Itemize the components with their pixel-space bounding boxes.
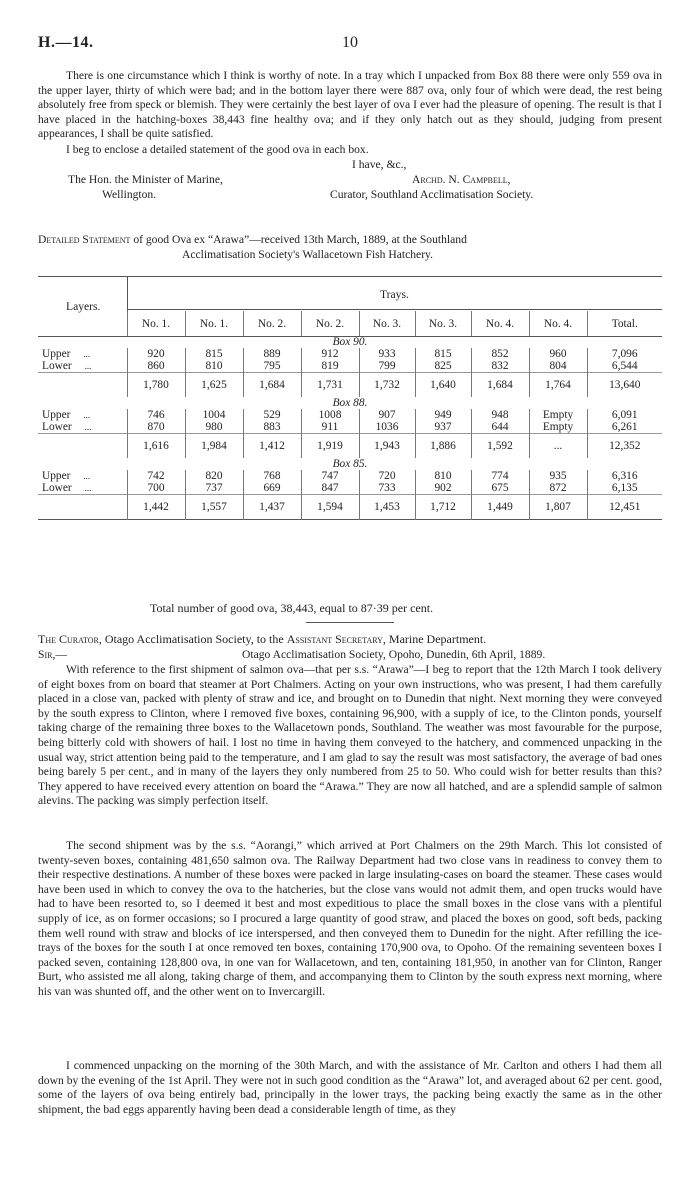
total-cell: 1,886 bbox=[415, 434, 471, 459]
totals-row bbox=[38, 495, 662, 520]
cell: 960 bbox=[529, 348, 587, 360]
letter-place-date: Otago Acclimatisation Society, Opoho, Dunedin, 6th April, 1889. bbox=[242, 648, 546, 661]
cell: Empty bbox=[529, 409, 587, 421]
cell: 920 bbox=[127, 348, 185, 360]
cell: 720 bbox=[359, 470, 415, 482]
total-cell: 1,592 bbox=[471, 434, 529, 459]
cell: 774 bbox=[471, 470, 529, 482]
grand-total-cell: 12,352 bbox=[587, 434, 662, 459]
cell: 883 bbox=[243, 421, 301, 434]
table-top-rule bbox=[38, 276, 662, 277]
col-header: No. 3. bbox=[359, 311, 415, 336]
total-cell: 1,442 bbox=[127, 495, 185, 520]
table-row: Lower ... 700 737 669 847 733 902 675 872 6,135 bbox=[38, 482, 662, 495]
cell: 889 bbox=[243, 348, 301, 360]
total-cell: 1,984 bbox=[185, 434, 243, 459]
grand-total-cell: 13,640 bbox=[587, 373, 662, 398]
totals-row bbox=[38, 373, 662, 398]
table-row: Upper ... 746 1004 529 1008 907 949 948 Empty 6,091 bbox=[38, 409, 662, 421]
cell: 733 bbox=[359, 482, 415, 495]
layers-header: Layers. bbox=[66, 300, 101, 313]
total-cell: 1,731 bbox=[301, 373, 359, 398]
report-reference: H.—14. bbox=[38, 34, 94, 51]
col-header: No. 3. bbox=[415, 311, 471, 336]
cell: 902 bbox=[415, 482, 471, 495]
table-summary: Total number of good ova, 38,443, equal to 87·39 per cent. bbox=[150, 601, 434, 615]
total-cell: 1,625 bbox=[185, 373, 243, 398]
cell-total: 6,135 bbox=[587, 482, 662, 495]
cell: 819 bbox=[301, 360, 359, 373]
cell: 737 bbox=[185, 482, 243, 495]
total-cell: 1,684 bbox=[243, 373, 301, 398]
column-header-row bbox=[38, 311, 662, 336]
page-number: 10 bbox=[342, 34, 358, 51]
addressee-place: Wellington. bbox=[102, 188, 157, 201]
statement-title-rest: of good Ova ex “Arawa”—received 13th March, 1889, at the Southland bbox=[133, 233, 467, 246]
cell: 742 bbox=[127, 470, 185, 482]
cell: 1036 bbox=[359, 421, 415, 434]
total-cell: ... bbox=[529, 434, 587, 459]
cell: Empty bbox=[529, 421, 587, 434]
cell: 825 bbox=[415, 360, 471, 373]
cell: 912 bbox=[301, 348, 359, 360]
total-cell: 1,780 bbox=[127, 373, 185, 398]
total-cell: 1,594 bbox=[301, 495, 359, 520]
box-label: Box 90. bbox=[332, 336, 368, 348]
paragraph-circumstance: There is one circumstance which I think is worthy of note. In a tray which I unpacked from Box 88 there were only 559 ova in the upper layer, thirty of which were bad; and in the bottom layer there were 887 ova, only four of which were dead, the rest being absolutely free from speck or blemish. They were certainly the best layer of ova I ever had the pleasure of opening. The result is that I have placed in the hatching-boxes 38,443 fine healthy ova; and if they only hatch out as they should, judging from present appearances, I shall be quite satisfied. bbox=[38, 69, 662, 141]
page-header bbox=[38, 34, 662, 56]
cell-total: 6,091 bbox=[587, 409, 662, 421]
col-header: No. 2. bbox=[301, 311, 359, 336]
col-header: No. 1. bbox=[127, 311, 185, 336]
table-row: Upper ... 920 815 889 912 933 815 852 960 7,096 bbox=[38, 348, 662, 360]
totals-row bbox=[38, 434, 662, 459]
cell: 911 bbox=[301, 421, 359, 434]
layer-label: Upper bbox=[42, 470, 71, 482]
cell: 529 bbox=[243, 409, 301, 421]
cell: 948 bbox=[471, 409, 529, 421]
cell: 820 bbox=[185, 470, 243, 482]
layer-label: Upper bbox=[42, 409, 71, 421]
cell: 949 bbox=[415, 409, 471, 421]
cell: 700 bbox=[127, 482, 185, 495]
cell: 980 bbox=[185, 421, 243, 434]
total-cell: 1,712 bbox=[415, 495, 471, 520]
total-cell: 1,943 bbox=[359, 434, 415, 459]
cell: 935 bbox=[529, 470, 587, 482]
total-cell: 1,453 bbox=[359, 495, 415, 520]
cell: 810 bbox=[415, 470, 471, 482]
col-header: No. 1. bbox=[185, 311, 243, 336]
cell: 810 bbox=[185, 360, 243, 373]
col-header: No. 2. bbox=[243, 311, 301, 336]
ova-table bbox=[38, 311, 662, 520]
signatory-title: Curator, Southland Acclimatisation Society. bbox=[330, 188, 534, 201]
statement-title-caps: Detailed Statement bbox=[38, 233, 131, 246]
cell: 1004 bbox=[185, 409, 243, 421]
box-label-row bbox=[38, 397, 662, 409]
cell: 804 bbox=[529, 360, 587, 373]
trays-rule bbox=[127, 309, 662, 310]
cell: 815 bbox=[415, 348, 471, 360]
total-cell: 1,412 bbox=[243, 434, 301, 459]
cell: 815 bbox=[185, 348, 243, 360]
cell-total: 7,096 bbox=[587, 348, 662, 360]
cell-total: 6,261 bbox=[587, 421, 662, 434]
letter-paragraph-3: I commenced unpacking on the morning of the 30th March, and with the assistance of Mr. Carlton and others I had them all down by the evening of the 1st April. They were not in such good condition as the “Arawa” lot, and averaged about 62 per cent. good, some of the layers of ova being entirely bad, principally in the lower trays, the packing being exactly the same as in the other shipment, the bad eggs apparently having been dead a considerable length of time, as they bbox=[38, 1059, 662, 1116]
total-cell: 1,640 bbox=[415, 373, 471, 398]
salutation: Sir,— bbox=[38, 648, 67, 661]
total-cell: 1,732 bbox=[359, 373, 415, 398]
box-label: Box 85. bbox=[332, 458, 368, 470]
cell: 768 bbox=[243, 470, 301, 482]
total-cell: 1,807 bbox=[529, 495, 587, 520]
layer-label: Lower bbox=[42, 482, 72, 494]
box-label: Box 88. bbox=[332, 397, 368, 409]
grand-total-cell: 12,451 bbox=[587, 495, 662, 520]
cell: 644 bbox=[471, 421, 529, 434]
cell: 746 bbox=[127, 409, 185, 421]
layer-label: Lower bbox=[42, 421, 72, 433]
cell: 907 bbox=[359, 409, 415, 421]
total-cell: 1,764 bbox=[529, 373, 587, 398]
box-label-row bbox=[38, 458, 662, 470]
table-row: Lower ... 860 810 795 819 799 825 832 804 6,544 bbox=[38, 360, 662, 373]
trays-header: Trays. bbox=[380, 288, 409, 301]
cell: 937 bbox=[415, 421, 471, 434]
total-cell: 1,919 bbox=[301, 434, 359, 459]
table-row: Upper ... 742 820 768 747 720 810 774 935 6,316 bbox=[38, 470, 662, 482]
cell: 870 bbox=[127, 421, 185, 434]
total-cell: 1,616 bbox=[127, 434, 185, 459]
cell: 933 bbox=[359, 348, 415, 360]
col-header: No. 4. bbox=[529, 311, 587, 336]
letter-paragraph-2: The second shipment was by the s.s. “Aorangi,” which arrived at Port Chalmers on the 29th March. This lot consisted of twenty-seven boxes, containing 481,650 salmon ova. The Railway Department had two close vans in readiness to convey them to their respective destinations. A number of these boxes were packed in large insulating-cases on board the steamer. These cases would have been used in which to convey the ova to the hatcheries, but the close vans would not admit them, and open trucks would have had to have been resorted to, so I deemed it best and most expeditious to place the small boxes in the close vans with a plentiful supply of ice, as on former occasions; so I procured a large quantity of good straw, and placed the boxes on good, soft beds, packing them well round with straw and blocks of ice interspersed, and then conveyed them to Dunedin for the night. After refilling the ice-trays of the boxes for the south I at once removed ten boxes, containing 170,900 ova, to Opoho. Of the remaining seventeen boxes I packed seven, containing 128,800 ova, in one van for Wallacetown, and ten, containing 181,950, in another van for Clinton, Ranger Burt, who assisted me all along, taking charge of them, and accompanying them to Clinton by the south express next morning, where his van was shunted off, and the other went on to Invercargill. bbox=[38, 839, 662, 998]
layer-label: Upper bbox=[42, 348, 71, 360]
cell: 872 bbox=[529, 482, 587, 495]
col-header: No. 4. bbox=[471, 311, 529, 336]
total-cell: 1,557 bbox=[185, 495, 243, 520]
cell-total: 6,316 bbox=[587, 470, 662, 482]
paragraph-enclose: I beg to enclose a detailed statement of the good ova in each box. bbox=[66, 143, 369, 156]
cell: 669 bbox=[243, 482, 301, 495]
cell: 847 bbox=[301, 482, 359, 495]
box-label-row bbox=[38, 336, 662, 348]
cell: 1008 bbox=[301, 409, 359, 421]
signatory-name: Archd. N. Campbell, bbox=[412, 173, 511, 186]
cell: 747 bbox=[301, 470, 359, 482]
total-cell: 1,684 bbox=[471, 373, 529, 398]
letter-heading: The Curator, Otago Acclimatisation Society, to the Assistant Secretary, Marine Department. bbox=[38, 632, 487, 646]
total-cell: 1,437 bbox=[243, 495, 301, 520]
cell: 799 bbox=[359, 360, 415, 373]
addressee: The Hon. the Minister of Marine, bbox=[68, 173, 223, 186]
section-divider bbox=[306, 622, 394, 623]
cell: 675 bbox=[471, 482, 529, 495]
cell-total: 6,544 bbox=[587, 360, 662, 373]
letter-paragraph-1: With reference to the first shipment of salmon ova—that per s.s. “Arawa”—I beg to report that the 12th March I took delivery of eight boxes from on board that steamer at Port Chalmers. Acting on your own instructions, who was present, I had them carefully placed in a close van, packed with plenty of straw and ice, and brought on to Dunedin that night. Next morning they were conveyed by the south express to Clinton, where I removed five boxes, containing 96,900, with a supply of ice, to the Clinton ponds, yourself taking charge of the remaining three boxes to the Wallacetown ponds, Southland. The weather was most favourable for the purpose, being bitterly cold with showers of hail. I lost no time in having them conveyed to the hatchery, and commenced unpacking in the usual way, strict attention being paid to the temperature, and I am glad to say the result was most satisfactory, the average of bad ones being barely 5 per cent., and in many of the layers they only numbered from 25 to 50. Who could wish for better results than this? They appered to have received every attention on board the “Arawa.” They are now all hatched, and are a splendid sample of salmon alevins. The packing was simply perfection itself. bbox=[38, 663, 662, 808]
total-cell: 1,449 bbox=[471, 495, 529, 520]
cell: 795 bbox=[243, 360, 301, 373]
table-row: Lower ... 870 980 883 911 1036 937 644 Empty 6,261 bbox=[38, 421, 662, 434]
cell: 852 bbox=[471, 348, 529, 360]
col-header-total: Total. bbox=[587, 311, 662, 336]
closing: I have, &c., bbox=[352, 158, 407, 171]
cell: 832 bbox=[471, 360, 529, 373]
statement-title-line2: Acclimatisation Society's Wallacetown Fish Hatchery. bbox=[182, 248, 434, 261]
cell: 860 bbox=[127, 360, 185, 373]
layer-label: Lower bbox=[42, 360, 72, 372]
